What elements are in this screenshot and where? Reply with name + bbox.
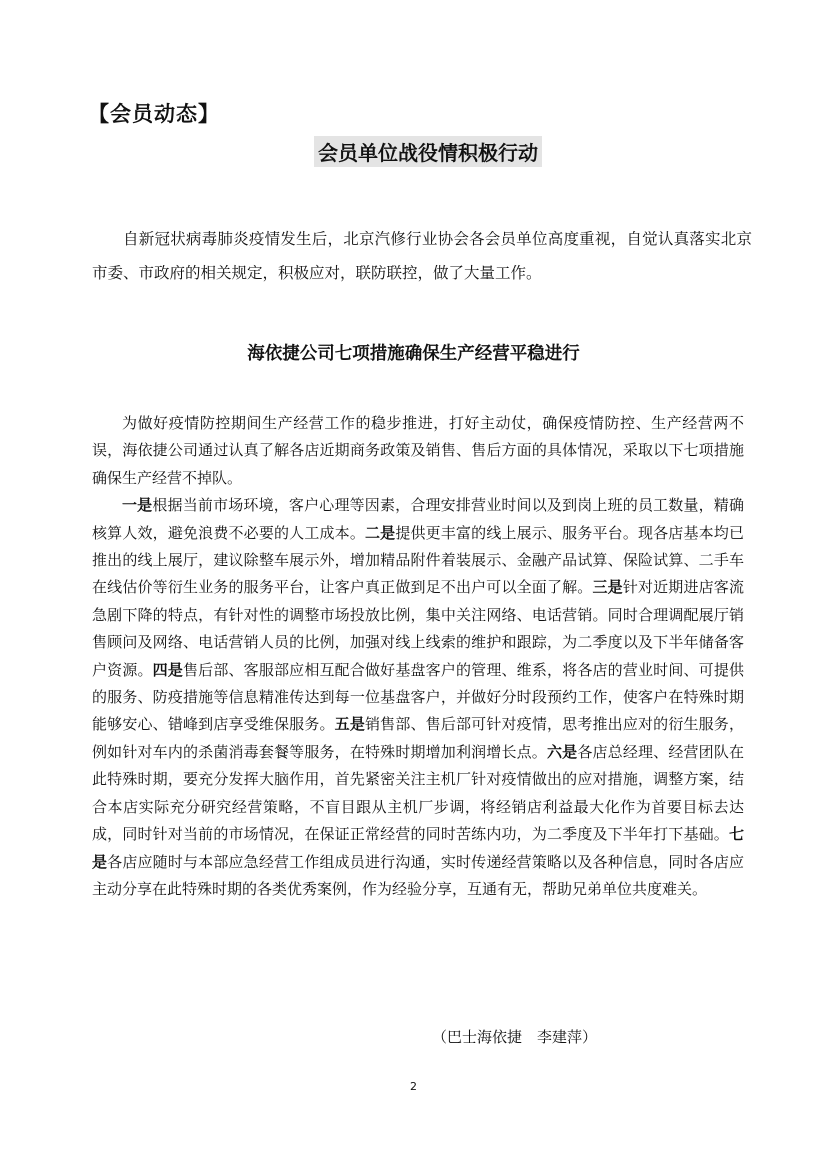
measure-marker: 六是 — [546, 742, 578, 761]
measure-text: 提供更丰富的线上展示、服务平台。现各店基本均已推出的线上展厅，建议除整车展示外，增加精品附件着装展示、金融产品试算、保险试算、二手车在线估价等衍生业务的服务平台，让客户真正做到足不出户可以全面了解。 — [92, 523, 744, 597]
measure-marker: 五是 — [334, 715, 365, 734]
lead-paragraph: 为做好疫情防控期间生产经营工作的稳步推进，打好主动仗，确保疫情防控、生产经营两不误，海依捷公司通过认真了解各店近期商务政策及销售、售后方面的具体情况，采取以下七项措施确保生产经营不掉队。 — [92, 414, 744, 487]
measure-text: 各店应随时与本部应急经营工作组成员进行沟通，实时传递经营策略以及各种信息，同时各店应主动分享在此特殊时期的各类优秀案例，作为经验分享，互通有无，帮助兄弟单位共度难关。 — [92, 852, 744, 898]
measure-marker: 一是 — [122, 496, 153, 515]
measure-text: 根据当前市场环境，客户心理等因素，合理安排营业时间以及到岗上班的员工数量，精确核算人效，避免浪费不必要的人工成本。 — [92, 496, 744, 542]
article-title: 海依捷公司七项措施确保生产经营平稳进行 — [247, 344, 580, 364]
measure-marker: 七是 — [92, 825, 744, 871]
measures-paragraph — [92, 492, 744, 903]
article-body — [92, 410, 744, 903]
measure-text: 各店总经理、经营团队在此特殊时期，要充分发挥大脑作用，首先紧密关注主机厂针对疫情做出的应对措施，调整方案，结合本店实际充分研究经营策略，不盲目跟从主机厂步调，将经销店利益最大化作为首要目标去达成，同时针对当前的市场情况，在保证正常经营的同时苦练内功，为二季度及下半年打下基础。 — [92, 742, 744, 844]
signature: （巴士海依捷 李建萍） — [432, 1028, 598, 1046]
measure-marker: 二是 — [364, 523, 396, 542]
main-title: 会员单位战役情积极行动 — [314, 136, 542, 167]
page-number: 2 — [410, 1080, 417, 1093]
measure-marker: 四是 — [152, 660, 184, 679]
measure-text: 售后部、客服部应相互配合做好基盘客户的管理、维系，将各店的营业时间、可提供的服务、防疫措施等信息精准传达到每一位基盘客户，并做好分时段预约工作，使客户在特殊时期能够安心、错峰到店享受维保服务。 — [92, 660, 744, 734]
section-label: 【会员动态】 — [88, 102, 220, 126]
measure-text: 针对近期进店客流急剧下降的特点，有针对性的调整市场投放比例，集中关注网络、电话营销。同时合理调配展厅销售顾问及网络、电话营销人员的比例，加强对线上线索的维护和跟踪，为二季度以及下半年储备客户资源。 — [92, 578, 744, 679]
measure-marker: 三是 — [592, 578, 623, 597]
measure-text: 销售部、售后部可针对疫情，思考推出应对的衍生服务，例如针对车内的杀菌消毒套餐等服务，在特殊时期增加利润增长点。 — [92, 715, 744, 761]
intro-paragraph: 自新冠状病毒肺炎疫情发生后，北京汽修行业协会各会员单位高度重视，自觉认真落实北京市委、市政府的相关规定，积极应对，联防联控，做了大量工作。 — [92, 230, 752, 282]
